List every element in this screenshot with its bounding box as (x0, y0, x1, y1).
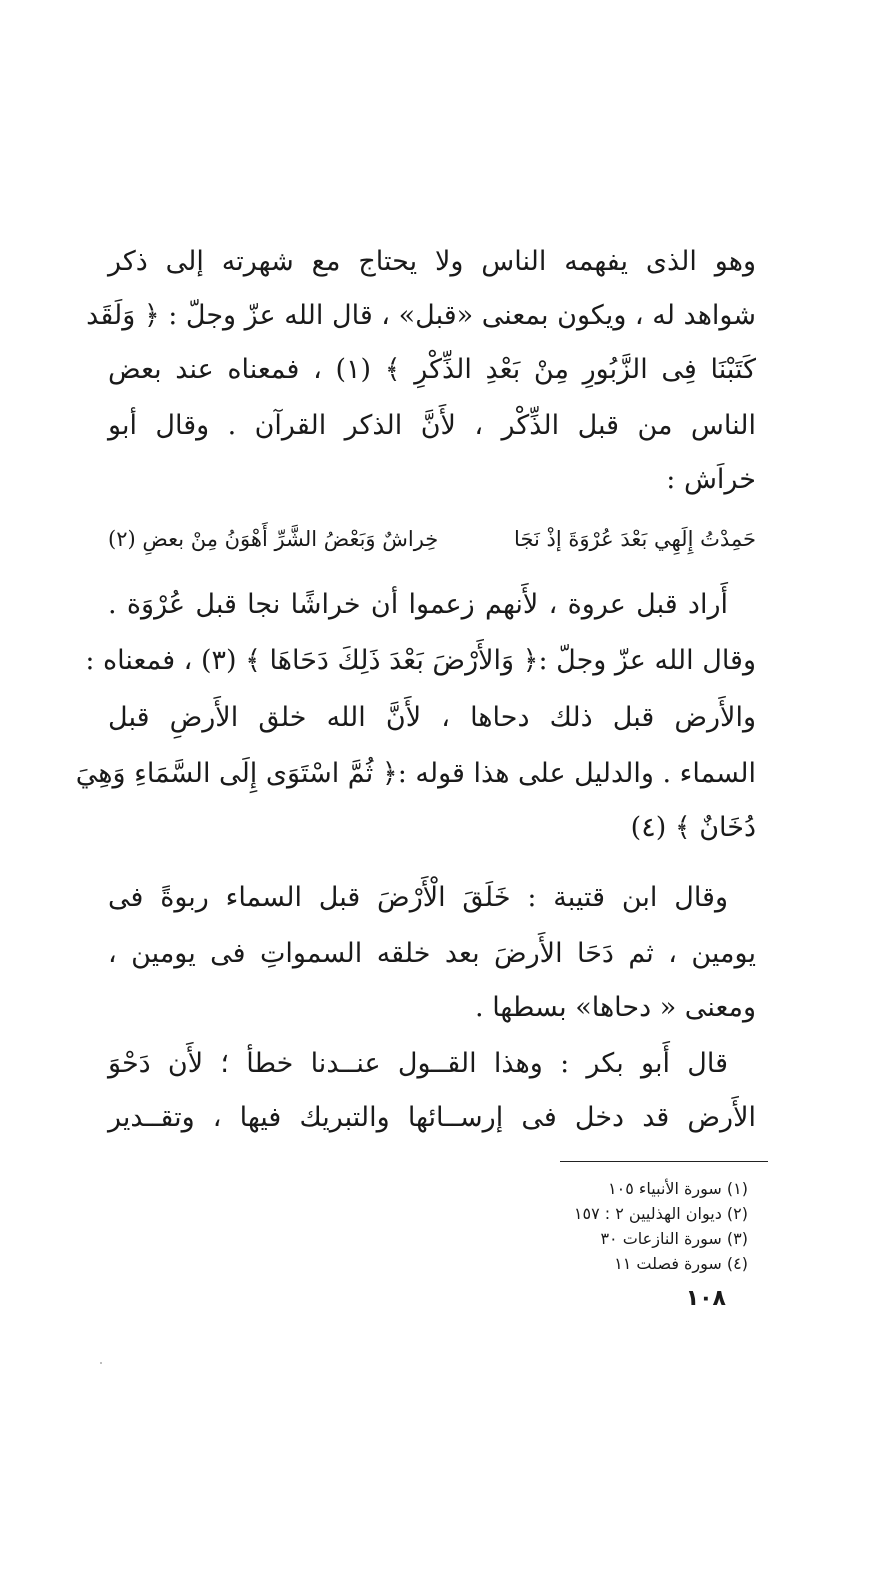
body-line: وهو الذى يفهمه الناس ولا يحتاج مع شهرته إلى ذكر (108, 246, 756, 277)
body-line: السماء . والدليل على هذا قوله :﴿ ثُمَّ اسْتَوَى إِلَى السَّمَاءِ وَهِيَ (75, 758, 756, 789)
footnote-divider (560, 1161, 768, 1162)
body-line: ومعنى « دحاها» بسطها . (475, 992, 756, 1023)
footnote: (٢) ديوان الهذليين ٢ : ١٥٧ (573, 1204, 748, 1223)
body-line: الناس من قبل الذِّكْر ، لأَنَّ الذكر القرآن . وقال أبو (108, 410, 756, 441)
body-line: كَتَبْنَا فِى الزَّبُورِ مِنْ بَعْدِ الذِّكْرِ ﴾ (١) ، فمعناه عند بعض (108, 354, 757, 385)
body-line: شواهد له ، ويكون بمعنى «قبل» ، قال الله عزّ وجلّ : ﴿ وَلَقَد (86, 300, 756, 331)
body-line: وقال ابن قتيبة : خَلَقَ الْأَرْضَ قبل السماء ربوةً فى (108, 882, 728, 913)
verse-hemistich-left: خِراشٌ وَبَعْضُ الشَّرِّ أَهْوَنُ مِنْ بعضِ (٢) (108, 527, 439, 551)
footnote: (٣) سورة النازعات ٣٠ (600, 1229, 748, 1248)
body-line: خراَش : (666, 464, 756, 495)
body-line: قال أَبو بكر : وهذا القــول عنــدنا خطأ ؛ لأَن دَحْوَ (108, 1048, 728, 1079)
body-line: وقال الله عزّ وجلّ :﴿ وَالأَرْضَ بَعْدَ ذَلِكَ دَحَاهَا ﴾ (٣) ، فمعناه : (85, 645, 756, 676)
body-line: دُخَانٌ ﴾ (٤) (630, 812, 756, 843)
page-number: ١٠٨ (685, 1286, 726, 1311)
body-line: يومين ، ثم دَحَا الأَرضَ بعد خلقه السمواتِ فى يومين ، (108, 938, 756, 969)
body-line: الأَرض قد دخل فى إرســائها والتبريك فيها ، وتقــدير (108, 1102, 756, 1133)
body-line: أَراد قبل عروة ، لأَنهم زعموا أن خراشًا نجا قبل عُرْوَة . (108, 589, 728, 620)
body-line: والأَرض قبل ذلك دحاها ، لأَنَّ الله خلق الأَرضِ قبل (108, 702, 756, 733)
footnote: (٤) سورة فصلت ١١ (614, 1254, 748, 1273)
verse-hemistich-right: حَمِدْتُ إِلَهِي بَعْدَ عُرْوَةَ إذْ نَجَا (514, 527, 756, 551)
scan-speck (100, 1362, 102, 1364)
footnote: (١) سورة الأنبياء ١٠٥ (608, 1179, 748, 1198)
